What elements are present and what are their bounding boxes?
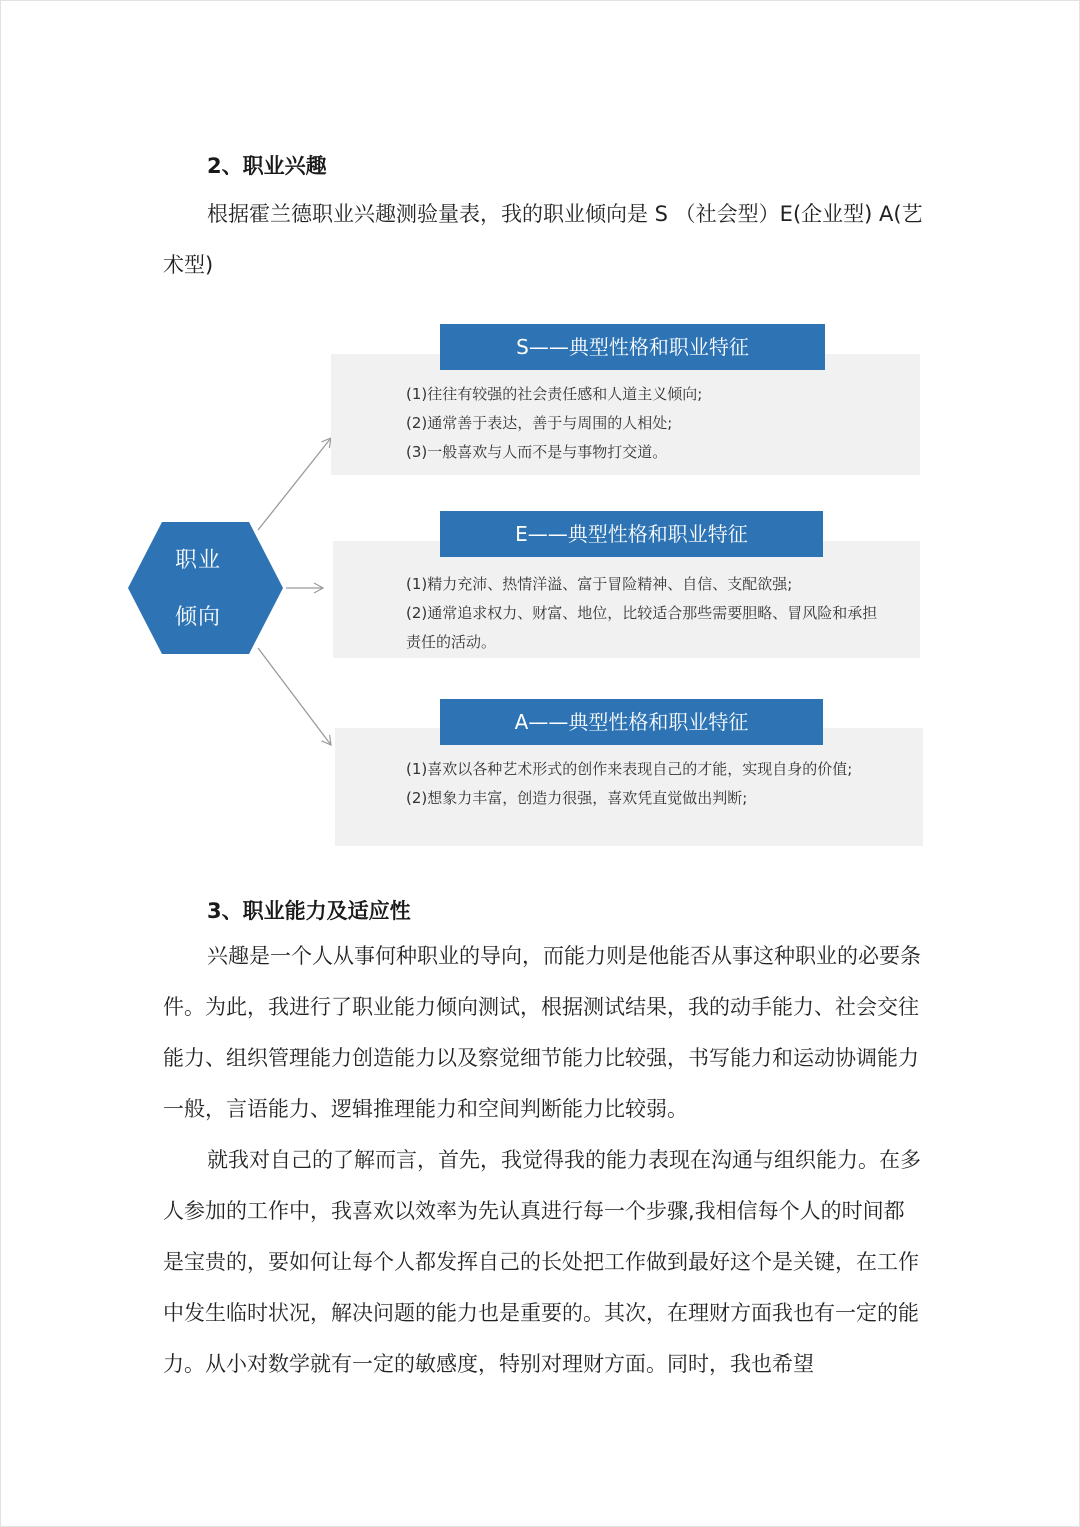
- section3-paragraph2-text: 就我对自己的了解而言，首先，我觉得我的能力表现在沟通与组织能力。在多人参加的工作中，我喜欢以效率为先认真进行每一个步骤,我相信每个人的时间都是宝贵的，要如何让每个人都发挥自己的长处把工作做到最好这个是关键，在工作中发生临时状况，解决问题的能力也是重要的。其次，在理财方面我也有一定的能力。从小对数学就有一定的敏感度，特别对理财方面。同时，我也希望: [163, 1148, 921, 1376]
- s-type-items: [406, 380, 906, 467]
- section3-paragraph1-text: 兴趣是一个人从事何种职业的导向，而能力则是他能否从事这种职业的必要条件。为此，我进行了职业能力倾向测试，根据测试结果，我的动手能力、社会交往能力、组织管理能力创造能力以及察觉细节能力比较强，书写能力和运动协调能力一般，言语能力、逻辑推理能力和空间判断能力比较弱。: [163, 944, 921, 1121]
- e-type-items: [406, 570, 891, 657]
- hexagon-label-line2: 倾向: [174, 605, 221, 630]
- e-type-header: E——典型性格和职业特征: [440, 511, 823, 557]
- s-item-3: (3)一般喜欢与人而不是与事物打交道。: [406, 443, 668, 461]
- career-orientation-hexagon: [128, 522, 283, 654]
- section3-paragraph2: [163, 1135, 923, 1390]
- s-item-1: (1)往往有较强的社会责任感和人道主义倾向;: [406, 385, 703, 403]
- section3-paragraph1: [163, 931, 923, 1135]
- a-item-1: (1)喜欢以各种艺术形式的创作来表现自己的才能，实现自身的价值;: [406, 760, 853, 778]
- a-item-2: (2)想象力丰富，创造力很强，喜欢凭直觉做出判断;: [406, 789, 748, 807]
- a-type-header: A——典型性格和职业特征: [440, 699, 823, 745]
- a-type-items: [406, 755, 896, 813]
- section2-paragraph-text: 根据霍兰德职业兴趣测验量表，我的职业倾向是 S （社会型）E(企业型) A(艺术型): [163, 202, 923, 277]
- s-item-2: (2)通常善于表达，善于与周围的人相处;: [406, 414, 673, 432]
- hexagon-label-line1: 职业: [174, 548, 221, 573]
- s-type-header: S——典型性格和职业特征: [440, 324, 825, 370]
- e-item-2: (2)通常追求权力、财富、地位，比较适合那些需要胆略、冒风险和承担责任的活动。: [406, 604, 878, 651]
- section3-heading: 3、职业能力及适应性: [207, 899, 411, 923]
- arrow-to-a-box: [258, 648, 331, 745]
- arrow-to-s-box: [258, 438, 331, 530]
- e-item-1: (1)精力充沛、热情洋溢、富于冒险精神、自信、支配欲强;: [406, 575, 793, 593]
- section2-heading: 2、职业兴趣: [207, 154, 327, 178]
